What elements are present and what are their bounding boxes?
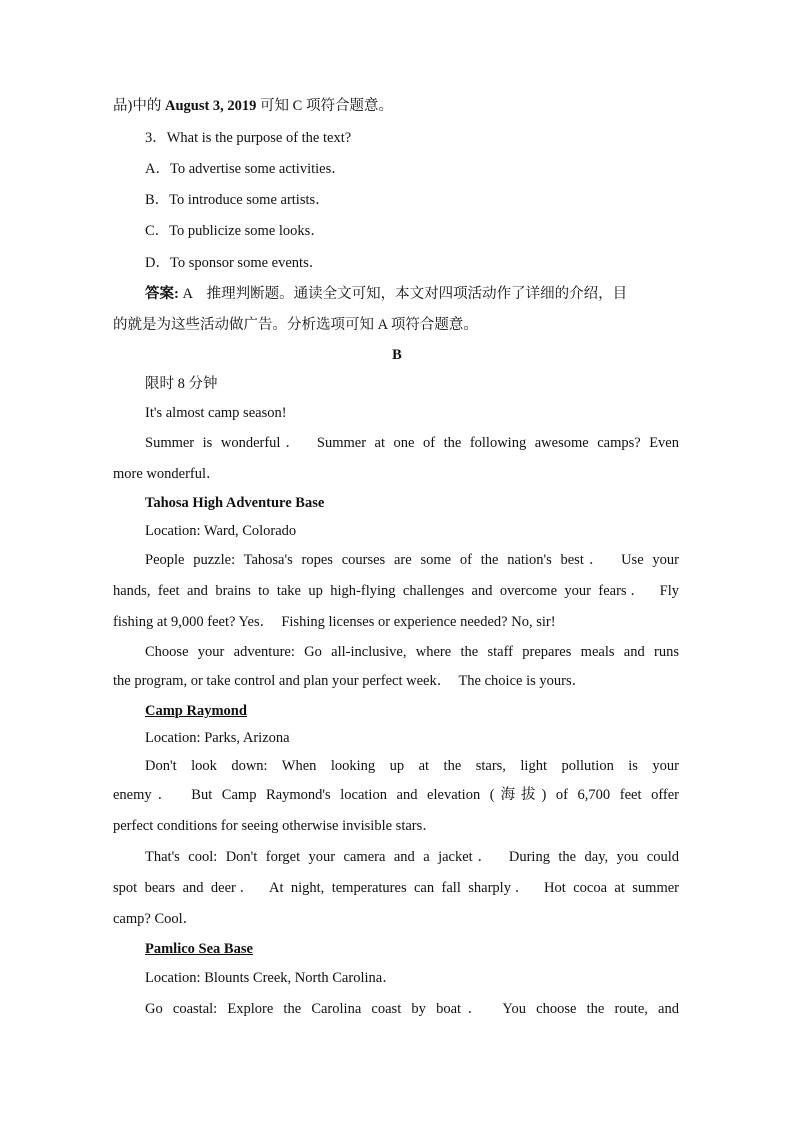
camp-location: Location: Parks, Arizona: [145, 730, 290, 746]
paragraph-line: enemy． But Camp Raymond's location and elevation (海拔) of 6,700 feet offer: [113, 787, 679, 803]
text-segment: 可知 C 项符合题意。: [256, 98, 393, 114]
question-3: 3．What is the purpose of the text?: [145, 130, 352, 146]
answer-label: 答案:: [145, 286, 179, 302]
time-limit: 限时 8 分钟: [145, 376, 218, 392]
paragraph-line: hands, feet and brains to take up high-flying challenges and overcome your fears． Fly: [113, 583, 679, 599]
paragraph-line: Don't look down: When looking up at the stars, light pollution is your: [145, 758, 679, 774]
option-b: B．To introduce some artists．: [145, 192, 330, 208]
paragraph-line: spot bears and deer． At night, temperatures can fall sharply． Hot cocoa at summer: [113, 880, 679, 896]
intro-line: It's almost camp season!: [145, 405, 287, 421]
camp-heading-raymond: Camp Raymond: [145, 703, 247, 719]
paragraph-line: camp? Cool．: [113, 911, 198, 927]
camp-location: Location: Blounts Creek, North Carolina．: [145, 970, 397, 986]
answer-line: [145, 284, 679, 304]
paragraph-line: more wonderful．: [113, 466, 221, 482]
camp-heading-pamlico: Pamlico Sea Base: [145, 941, 253, 957]
answer-explanation: A 推理判断题。通读全文可知，本文对四项活动作了详细的介绍，目: [178, 286, 628, 302]
paragraph-line: Go coastal: Explore the Carolina coast by boat． You choose the route, and: [145, 1001, 679, 1017]
paragraph-line: the program, or take control and plan your perfect week． The choice is yours．: [113, 673, 587, 689]
paragraph-line: That's cool: Don't forget your camera and a jacket． During the day, you could: [145, 849, 679, 865]
paragraph-line: Choose your adventure: Go all-inclusive, where the staff prepares meals and runs: [145, 644, 679, 660]
answer-explanation-cont: 的就是为这些活动做广告。分析选项可知 A 项符合题意。: [113, 317, 478, 333]
paragraph-line: perfect conditions for seeing otherwise invisible stars．: [113, 818, 437, 834]
option-c: C．To publicize some looks．: [145, 223, 325, 239]
camp-location: Location: Ward, Colorado: [145, 523, 297, 539]
answer-continuation-line: [113, 96, 679, 116]
paragraph-line: Summer is wonderful． Summer at one of the following awesome camps? Even: [145, 435, 679, 451]
option-d: D．To sponsor some events．: [145, 255, 324, 271]
camp-heading-tahosa: Tahosa High Adventure Base: [145, 495, 325, 511]
text-segment: 品)中的: [113, 98, 165, 114]
section-heading: B: [392, 347, 402, 363]
paragraph-line: fishing at 9,000 feet? Yes． Fishing licenses or experience needed? No, sir!: [113, 614, 556, 630]
date-highlight: August 3, 2019: [164, 98, 257, 114]
paragraph-line: People puzzle: Tahosa's ropes courses are some of the nation's best． Use your: [145, 552, 679, 568]
option-a: A．To advertise some activities．: [145, 161, 346, 177]
